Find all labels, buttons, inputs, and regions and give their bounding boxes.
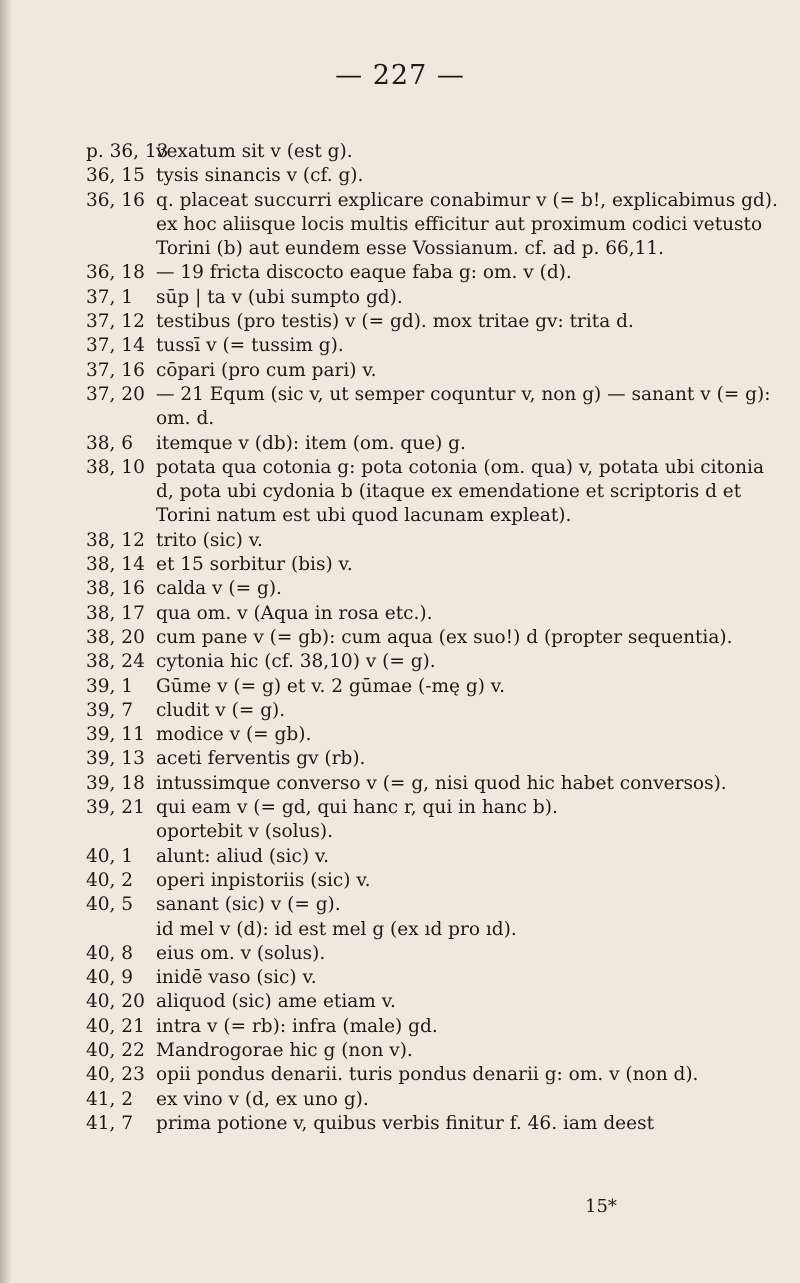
- entry-ref: 38, 10: [86, 456, 145, 478]
- entry-ref: 36, 16: [86, 189, 145, 211]
- entry-row: [86, 699, 786, 723]
- entry-ref: 40, 5: [86, 894, 134, 916]
- entry-ref: 37, 12: [86, 311, 145, 333]
- entry-text: inidē vaso (sic) v.: [156, 967, 317, 989]
- entry-row: [86, 990, 786, 1014]
- page-number-header: — 227 —: [335, 60, 465, 91]
- entry-text: cōpari (pro cum pari) v.: [156, 359, 377, 381]
- entry-row: [86, 869, 786, 893]
- entry-text: trito (sic) v.: [156, 529, 263, 551]
- entry-row: [86, 893, 786, 917]
- entry-text: — 21 Equm (sic v, ut semper coquntur v, non g) — sanant v (= g): om. d.: [156, 383, 771, 430]
- entry-row: [86, 1112, 786, 1136]
- entry-ref: 37, 16: [86, 359, 145, 381]
- entry-row: [86, 1063, 786, 1087]
- signature-mark: 15*: [585, 1196, 617, 1217]
- entry-ref: 38, 20: [86, 626, 145, 648]
- entry-ref: 38, 12: [86, 529, 145, 551]
- entry-ref: 40, 9: [86, 967, 134, 989]
- entry-text: qui eam v (= gd, qui hanc r, qui in hanc b).: [156, 797, 558, 819]
- entry-ref: 38, 16: [86, 578, 145, 600]
- entry-ref: 37, 14: [86, 335, 145, 357]
- entry-ref: 38, 6: [86, 432, 134, 454]
- entry-text: alunt: aliud (sic) v.: [156, 845, 330, 867]
- entry-ref: 40, 22: [86, 1039, 145, 1061]
- entry-row: [86, 820, 786, 844]
- entry-row: [86, 723, 786, 747]
- entry-ref: 39, 1: [86, 675, 134, 697]
- entry-text: vexatum sit v (est g).: [156, 141, 353, 162]
- entry-text: opii pondus denarii. turis pondus denarii g: om. v (non d).: [156, 1064, 699, 1086]
- entry-row: [86, 432, 786, 456]
- entry-text: cytonia hic (cf. 38,10) v (= g).: [156, 651, 436, 673]
- entry-row: [86, 261, 786, 285]
- entry-row: [86, 359, 786, 383]
- entry-row: [86, 310, 786, 334]
- entry-text: q. placeat succurri explicare conabimur v (= b!, explicabimus gd). ex hoc aliisque locis multis efficitur aut proximum codici vetusto Torini (b) aut eundem esse Vossianum. cf. ad p. 66,11.: [156, 189, 778, 260]
- entry-text: qua om. v (Aqua in rosa etc.).: [156, 602, 433, 624]
- entry-row: [86, 845, 786, 869]
- entry-text: tussī v (= tussim g).: [156, 335, 344, 357]
- entry-ref: 39, 11: [86, 724, 145, 746]
- entry-text: potata qua cotonia g: pota cotonia (om. qua) v, potata ubi citonia d, pota ubi cydonia b (itaque ex emendatione et scriptoris d et Torini natum est ubi quod lacunam expleat).: [156, 456, 764, 527]
- entry-text: sanant (sic) v (= g).: [156, 894, 341, 916]
- entry-row: [86, 796, 786, 820]
- entry-ref: 41, 2: [86, 1088, 134, 1110]
- entry-row: [86, 140, 786, 164]
- entry-row: [86, 1015, 786, 1039]
- entry-text: aceti ferventis gv (rb).: [156, 748, 366, 770]
- entry-text: eius om. v (solus).: [156, 942, 326, 964]
- entry-row: [86, 918, 786, 942]
- entry-row: [86, 772, 786, 796]
- entry-text: Mandrogorae hic g (non v).: [156, 1039, 413, 1061]
- entry-ref: [86, 820, 156, 844]
- entry-row: [86, 189, 786, 262]
- entry-row: [86, 1039, 786, 1063]
- entry-row: [86, 164, 786, 188]
- entry-row: [86, 456, 786, 529]
- entry-text: operi inpistoriis (sic) v.: [156, 869, 371, 891]
- entry-text: modice v (= gb).: [156, 724, 312, 746]
- entry-row: [86, 286, 786, 310]
- entry-row: [86, 1088, 786, 1112]
- entry-text: aliquod (sic) ame etiam v.: [156, 991, 396, 1013]
- entry-text: intra v (= rb): infra (male) gd.: [156, 1015, 438, 1037]
- entry-row: [86, 553, 786, 577]
- entry-ref: 38, 17: [86, 602, 145, 624]
- entry-row: [86, 650, 786, 674]
- entry-ref: 40, 1: [86, 845, 134, 867]
- entry-text: sūp | ta v (ubi sumpto gd).: [156, 286, 403, 308]
- entry-ref: 40, 2: [86, 869, 134, 891]
- entry-text: testibus (pro testis) v (= gd). mox tritae gv: trita d.: [156, 311, 634, 333]
- entry-row: [86, 577, 786, 601]
- entry-row: [86, 602, 786, 626]
- entry-row: [86, 626, 786, 650]
- entry-row: [86, 675, 786, 699]
- entry-ref: 38, 14: [86, 554, 145, 576]
- entry-text: ex vino v (d, ex uno g).: [156, 1088, 369, 1110]
- entry-text: calda v (= g).: [156, 578, 282, 600]
- entry-ref: 39, 7: [86, 699, 134, 721]
- entry-ref: p. 36, 13: [86, 141, 169, 162]
- entry-text: id mel v (d): id est mel g (ex ıd pro ıd).: [156, 918, 517, 940]
- entry-ref: 39, 21: [86, 797, 145, 819]
- entry-text: cludit v (= g).: [156, 699, 286, 721]
- entry-ref: 39, 18: [86, 772, 145, 794]
- entry-row: [86, 529, 786, 553]
- entry-row: [86, 334, 786, 358]
- entry-ref: 40, 21: [86, 1015, 145, 1037]
- entry-ref: 38, 24: [86, 651, 145, 673]
- entry-row: [86, 942, 786, 966]
- entry-ref: 37, 1: [86, 286, 134, 308]
- entry-row: [86, 383, 786, 432]
- apparatus-entries: [86, 140, 786, 1136]
- entry-text: itemque v (db): item (om. que) g.: [156, 432, 466, 454]
- entry-ref: 36, 15: [86, 165, 145, 187]
- entry-ref: 40, 23: [86, 1064, 145, 1086]
- entry-text: oportebit v (solus).: [156, 821, 334, 843]
- entry-row: [86, 966, 786, 990]
- entry-text: — 19 fricta discocto eaque faba g: om. v (d).: [156, 262, 572, 284]
- entry-ref: 39, 13: [86, 748, 145, 770]
- page-edge-shadow: [0, 0, 12, 1283]
- entry-ref: 37, 20: [86, 383, 145, 405]
- entry-ref: 36, 18: [86, 262, 145, 284]
- entry-row: [86, 747, 786, 771]
- entry-ref: 40, 20: [86, 991, 145, 1013]
- entry-text: prima potione v, quibus verbis finitur f. 46. iam deest: [156, 1112, 655, 1134]
- entry-text: et 15 sorbitur (bis) v.: [156, 554, 353, 576]
- entry-text: tysis sinancis v (cf. g).: [156, 165, 364, 187]
- entry-ref: [86, 918, 156, 942]
- entry-text: cum pane v (= gb): cum aqua (ex suo!) d (propter sequentia).: [156, 626, 733, 648]
- entry-ref: 40, 8: [86, 942, 134, 964]
- entry-ref: 41, 7: [86, 1112, 134, 1134]
- entry-text: intussimque converso v (= g, nisi quod hic habet conversos).: [156, 772, 727, 794]
- entry-text: Gūme v (= g) et v. 2 gūmae (-mę g) v.: [156, 675, 505, 697]
